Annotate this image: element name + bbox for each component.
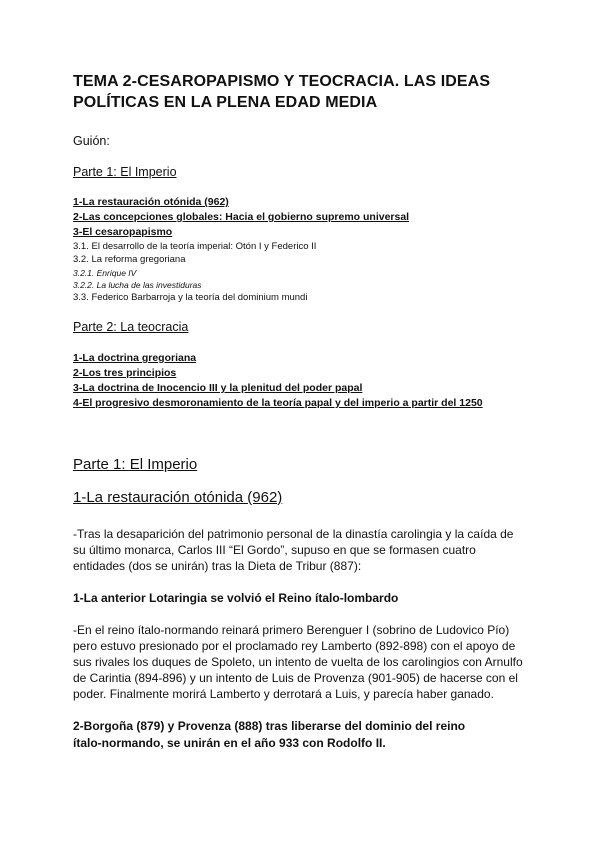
toc-link-restauracion[interactable]: 1-La restauración otónida (962): [73, 196, 229, 208]
section-heading-imperio: Parte 1: El Imperio: [73, 456, 198, 473]
toc-part2-heading[interactable]: Parte 2: La teocracia: [73, 320, 189, 334]
toc-link-concepciones[interactable]: 2-Las concepciones globales: Hacia el gobierno supremo universal: [73, 211, 410, 223]
toc-link-cesaropapismo[interactable]: 3-El cesaropapismo: [73, 226, 173, 238]
paragraph-2-line-4: de Carintia (894-896) y un intento de Luis de Provenza (901-905) de hacerse con el: [73, 671, 518, 685]
document-title-line-1: TEMA 2-CESAROPAPISMO Y TEOCRACIA. LAS IDEAS: [73, 73, 491, 90]
toc-part1-heading[interactable]: Parte 1: El Imperio: [73, 165, 177, 179]
point-2-heading-line-2: ítalo-normando, se unirán en el año 933 con Rodolfo II.: [73, 736, 386, 750]
toc-link-desmoronamiento[interactable]: 4-El progresivo desmoronamiento de la teoría papal y del imperio a partir del 1250: [73, 397, 483, 409]
toc-item-investiduras[interactable]: 3.2.2. La lucha de las investiduras: [73, 280, 202, 290]
toc-link-doctrina-gregoriana[interactable]: 1-La doctrina gregoriana: [73, 352, 197, 364]
paragraph-1-line-2: su último monarca, Carlos III “El Gordo”, supuso en que se formasen cuatro: [73, 543, 476, 557]
toc-link-tres-principios[interactable]: 2-Los tres principios: [73, 367, 177, 379]
paragraph-2-line-5: poder. Finalmente morirá Lamberto y derrotará a Luis, y parecía haber ganado.: [73, 687, 494, 701]
paragraph-2-line-1: -En el reino ítalo-normando reinará primero Berenguer I (sobrino de Ludovico Pío): [73, 623, 510, 637]
paragraph-2-line-2: pero estuvo presionado por el proclamado rey Lamberto (892-898) con el apoyo de: [73, 639, 516, 653]
guion-label: Guión:: [73, 134, 110, 148]
subsection-heading-restauracion: 1-La restauración otónida (962): [73, 489, 283, 506]
document-title-line-2: POLÍTICAS EN LA PLENA EDAD MEDIA: [73, 94, 378, 111]
paragraph-1-line-3: entidades (dos se unirán) tras la Dieta de Tribur (887):: [73, 559, 362, 573]
point-1-heading: 1-La anterior Lotaringia se volvió el Reino ítalo-lombardo: [73, 591, 399, 605]
paragraph-2-line-3: sus rivales los duques de Spoleto, un intento de vuelta de los carolingios con Arnulfo: [73, 655, 523, 669]
point-2-heading-line-1: 2-Borgoña (879) y Provenza (888) tras liberarse del dominio del reino: [73, 719, 466, 733]
toc-link-inocencio-iii[interactable]: 3-La doctrina de Inocencio III y la plenitud del poder papal: [73, 382, 363, 394]
toc-item-teoria-imperial[interactable]: 3.1. El desarrollo de la teoría imperial: Otón I y Federico II: [73, 241, 317, 252]
toc-item-barbarroja[interactable]: 3.3. Federico Barbarroja y la teoría del dominium mundi: [73, 292, 308, 303]
toc-item-reforma-gregoriana[interactable]: 3.2. La reforma gregoriana: [73, 254, 186, 265]
paragraph-1-line-1: -Tras la desaparición del patrimonio personal de la dinastía carolingia y la caída de: [73, 527, 514, 541]
toc-item-enrique-iv[interactable]: 3.2.1. Enrique IV: [73, 268, 137, 278]
